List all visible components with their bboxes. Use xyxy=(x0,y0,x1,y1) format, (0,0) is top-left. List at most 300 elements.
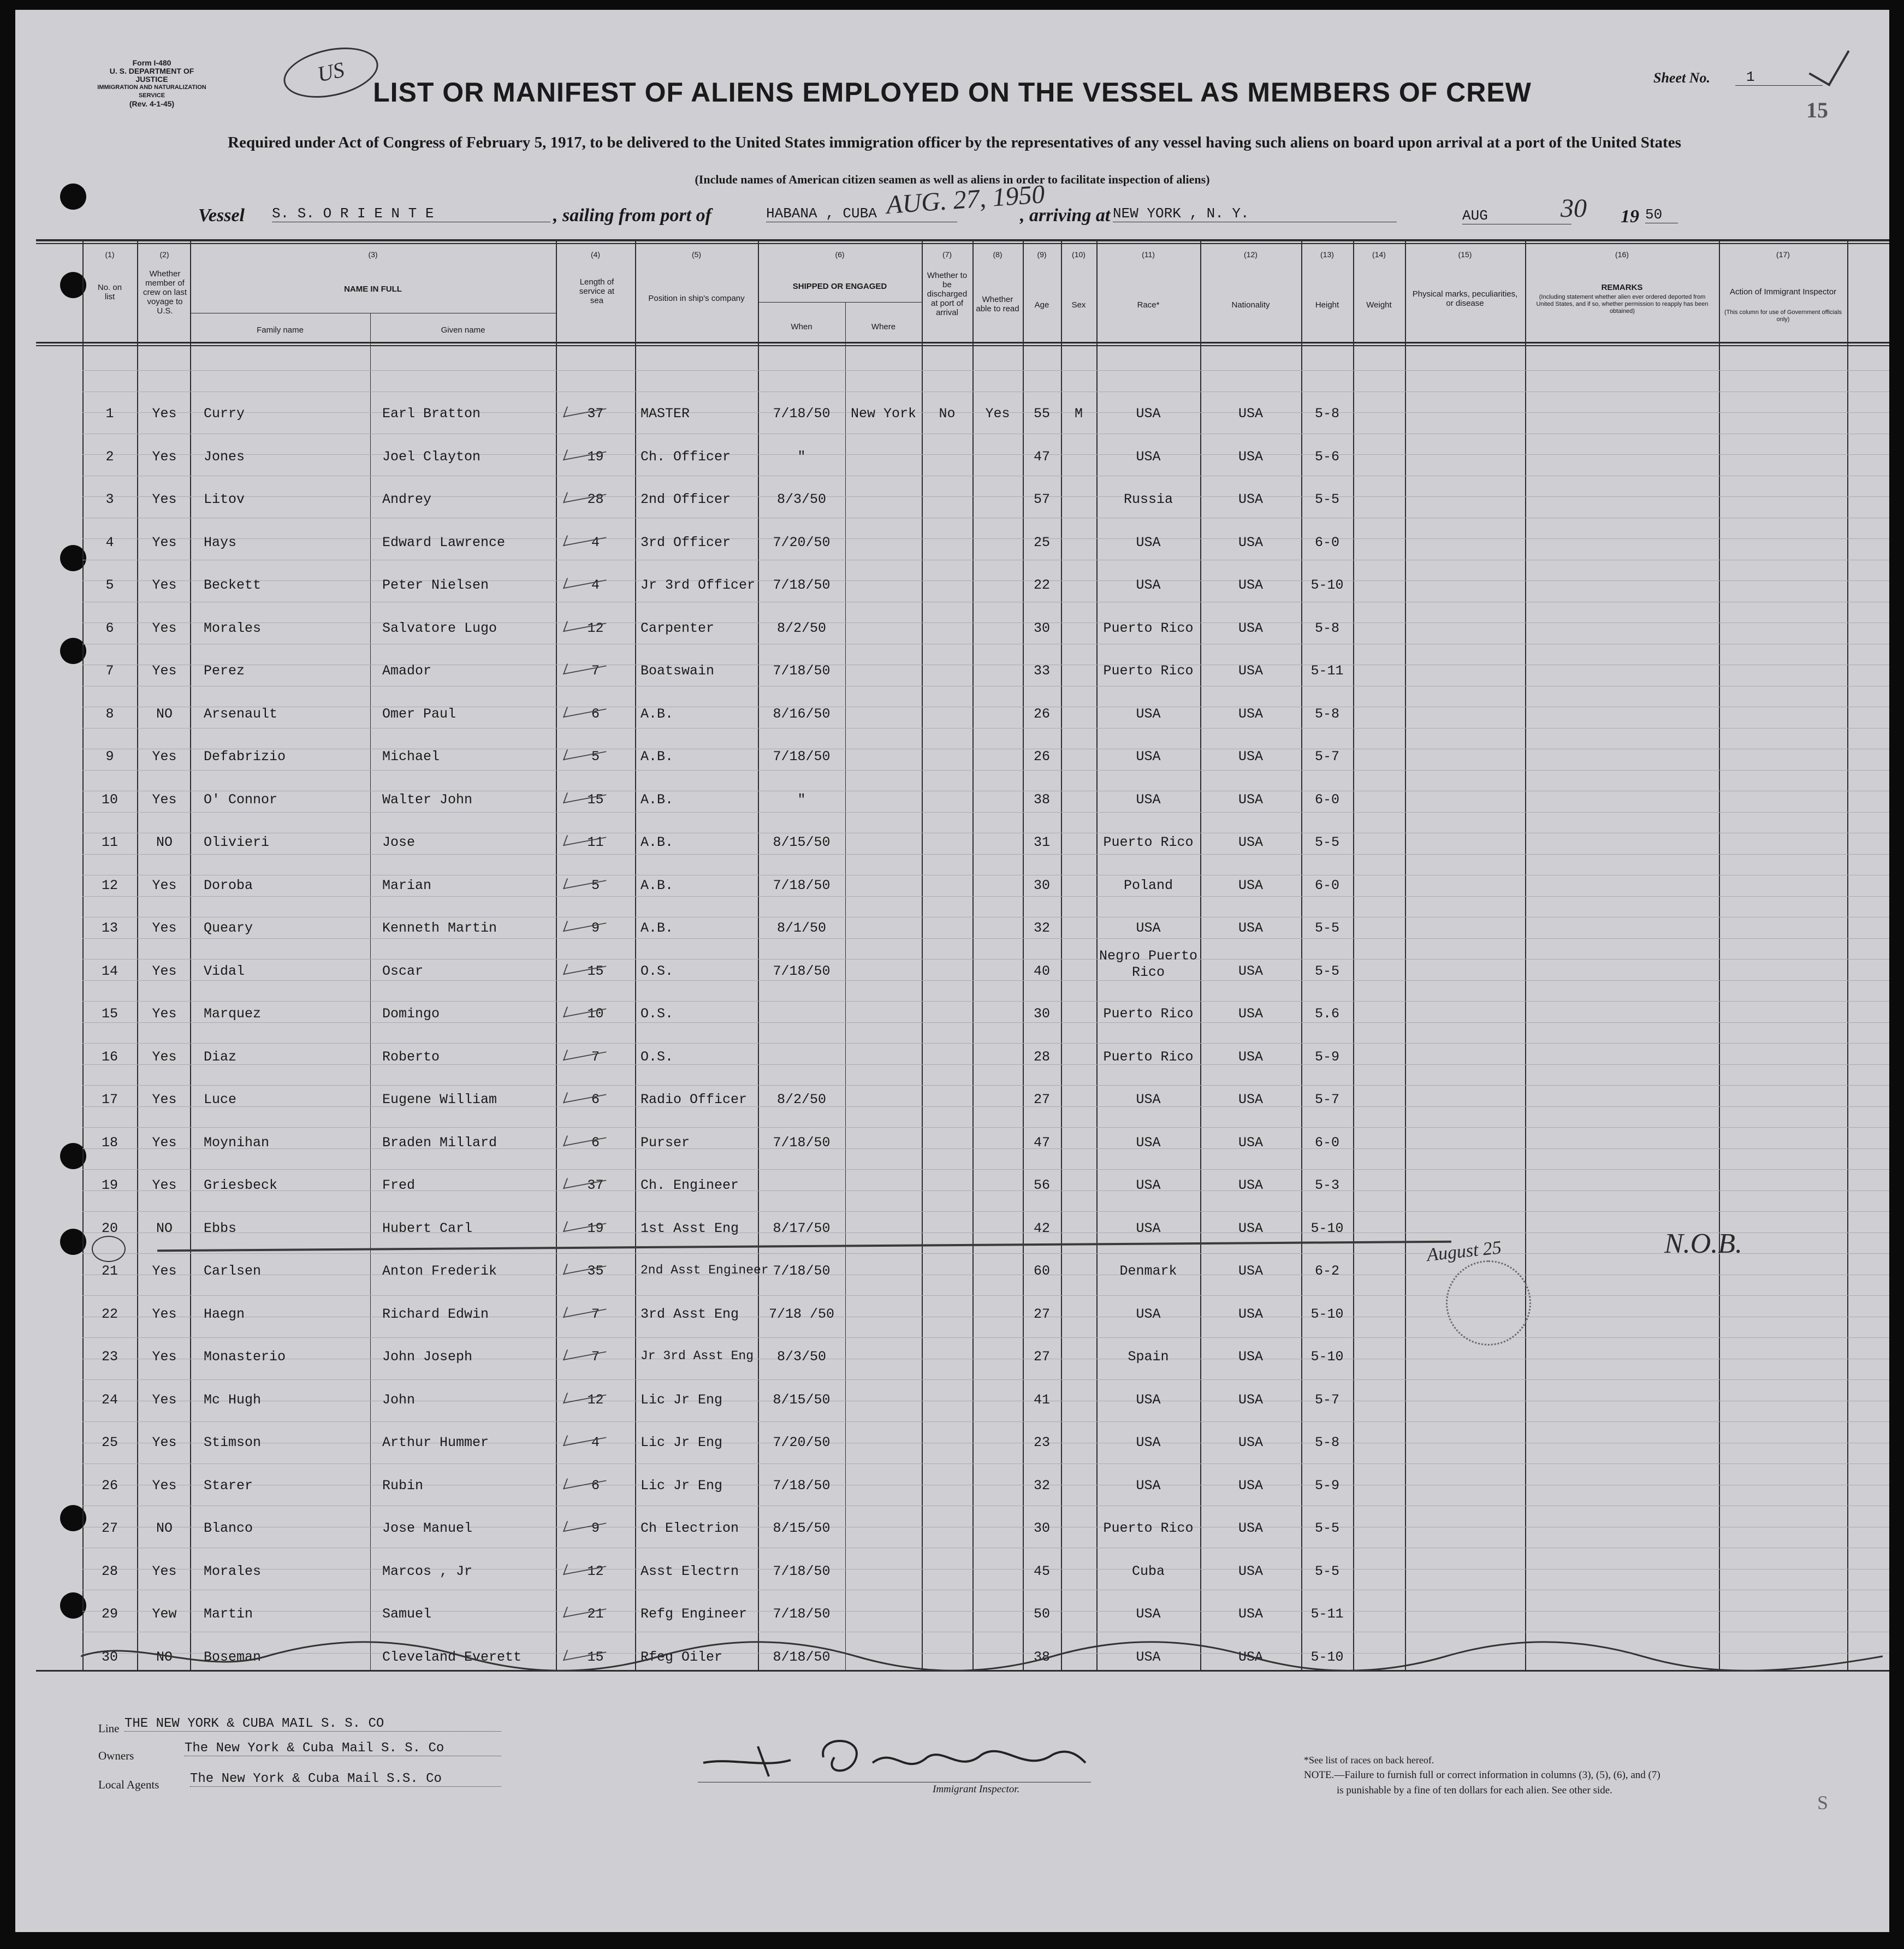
position-cell: Lic Jr Eng xyxy=(640,1392,723,1408)
shipped-when-cell: 7/18/50 xyxy=(773,406,831,422)
column-border xyxy=(1353,239,1354,1670)
family-name-cell: Marquez xyxy=(204,1006,262,1022)
family-name-cell: Morales xyxy=(204,620,262,636)
nationality-cell: USA xyxy=(1238,1006,1263,1022)
prev-voyage-cell: NO xyxy=(156,706,173,722)
row-number-cell: 13 xyxy=(101,920,118,936)
length-of-service-cell: 4 xyxy=(591,577,600,593)
race-cell: USA xyxy=(1136,406,1161,422)
local-agents-value: The New York & Cuba Mail S.S. Co xyxy=(190,1772,501,1787)
length-of-service-cell: 4 xyxy=(591,1435,600,1450)
row-number-cell: 11 xyxy=(101,834,118,850)
race-cell: USA xyxy=(1136,749,1161,765)
race-cell: Negro Puerto Rico xyxy=(1099,948,1198,980)
ruled-line xyxy=(82,1169,1889,1170)
col-header-physical-marks: Physical marks, peculiarities, or disease xyxy=(1412,289,1518,308)
given-name-cell: John xyxy=(382,1392,416,1408)
closing-wavy-line xyxy=(81,1640,1888,1673)
family-name-cell: Moynihan xyxy=(204,1135,270,1151)
local-agents-label: Local Agents xyxy=(98,1778,159,1791)
col-num-9: (9) xyxy=(1037,250,1047,259)
row-number-cell: 3 xyxy=(105,491,114,507)
sheet-number: 1 xyxy=(1735,69,1823,86)
inspector-signature xyxy=(698,1725,1091,1785)
prev-voyage-cell: Yew xyxy=(152,1606,177,1622)
sailing-date: AUG. 27, 1950 xyxy=(885,179,1046,220)
row-number-cell: 17 xyxy=(101,1092,118,1107)
nationality-cell: USA xyxy=(1238,1092,1263,1107)
shipped-when-cell: 7/18/50 xyxy=(773,878,831,893)
given-name-cell: Anton Frederik xyxy=(382,1263,497,1279)
length-of-service-cell: 7 xyxy=(591,663,600,679)
col-num-16: (16) xyxy=(1615,250,1629,259)
length-of-service-cell: 7 xyxy=(591,1306,600,1322)
shipped-when-cell: 8/18/50 xyxy=(773,1649,831,1665)
col-header-family-name: Family name xyxy=(257,325,304,335)
prev-voyage-cell: Yes xyxy=(152,1263,177,1279)
line-label: Line xyxy=(98,1722,120,1735)
position-cell: 2nd Officer xyxy=(640,491,731,507)
height-cell: 5-10 xyxy=(1310,1306,1344,1322)
column-border xyxy=(1719,239,1720,1670)
family-name-cell: Diaz xyxy=(204,1049,237,1065)
age-cell: 27 xyxy=(1033,1306,1050,1322)
shipped-when-cell: 8/1/50 xyxy=(776,920,826,936)
inspector-label: Immigrant Inspector. xyxy=(933,1784,1020,1795)
given-name-cell: Earl Bratton xyxy=(382,406,481,422)
column-border xyxy=(972,239,974,1670)
vessel-name: S. S. O R I E N T E xyxy=(272,205,550,222)
ruled-line xyxy=(82,1295,1889,1296)
shipped-when-cell: 7/20/50 xyxy=(773,1435,831,1450)
shipped-subheader-line xyxy=(758,302,922,303)
owners-label: Owners xyxy=(98,1749,134,1762)
age-cell: 55 xyxy=(1033,406,1050,422)
race-cell: Spain xyxy=(1128,1349,1169,1365)
length-of-service-cell: 10 xyxy=(587,1006,604,1022)
race-cell: Puerto Rico xyxy=(1103,1006,1194,1022)
race-cell: USA xyxy=(1136,449,1161,465)
prev-voyage-cell: Yes xyxy=(152,1392,177,1408)
length-of-service-cell: 12 xyxy=(587,1392,604,1408)
column-border xyxy=(1405,239,1406,1670)
family-name-cell: Stimson xyxy=(204,1435,262,1450)
length-of-service-cell: 19 xyxy=(587,449,604,465)
family-name-cell: Morales xyxy=(204,1563,262,1579)
document-subtitle-note: (Include names of American citizen seamen as well as aliens in order to facilitate inspection of aliens) xyxy=(695,173,1210,186)
discharged-cell: No xyxy=(939,406,956,422)
family-name-cell: Arsenault xyxy=(204,706,278,722)
race-cell: Puerto Rico xyxy=(1103,834,1194,850)
age-cell: 42 xyxy=(1033,1221,1050,1236)
row-number-cell: 19 xyxy=(101,1177,118,1193)
nationality-cell: USA xyxy=(1238,920,1263,936)
ruled-line xyxy=(82,1337,1889,1338)
position-cell: 1st Asst Eng xyxy=(640,1221,739,1236)
row-number-cell: 16 xyxy=(101,1049,118,1065)
given-name-cell: Eugene William xyxy=(382,1092,497,1107)
row-number-cell: 28 xyxy=(101,1563,118,1579)
prev-voyage-cell: Yes xyxy=(152,1435,177,1450)
document-title: LIST OR MANIFEST OF ALIENS EMPLOYED ON THE VESSEL AS MEMBERS OF CREW xyxy=(373,77,1532,108)
given-name-cell: Roberto xyxy=(382,1049,440,1065)
age-cell: 56 xyxy=(1033,1177,1050,1193)
nationality-cell: USA xyxy=(1238,663,1263,679)
row-number-cell: 26 xyxy=(101,1478,118,1494)
nationality-cell: USA xyxy=(1238,1135,1263,1151)
family-name-cell: Doroba xyxy=(204,878,253,893)
length-of-service-cell: 6 xyxy=(591,1478,600,1494)
col-header-when: When xyxy=(791,322,812,331)
height-cell: 5-5 xyxy=(1314,1520,1339,1536)
height-cell: 5-6 xyxy=(1314,449,1339,465)
arrival-month: AUG xyxy=(1462,208,1571,224)
position-cell: A.B. xyxy=(640,749,674,765)
col-header-position: Position in ship's company xyxy=(648,294,745,303)
length-of-service-cell: 21 xyxy=(587,1606,604,1622)
position-cell: Carpenter xyxy=(640,620,715,636)
position-cell: Rfeg Oiler xyxy=(640,1649,723,1665)
prev-voyage-cell: Yes xyxy=(152,1306,177,1322)
ruled-line xyxy=(82,1001,1889,1002)
height-cell: 5-9 xyxy=(1314,1049,1339,1065)
given-name-cell: Edward Lawrence xyxy=(382,535,506,550)
prev-voyage-cell: Yes xyxy=(152,491,177,507)
race-cell: USA xyxy=(1136,706,1161,722)
given-name-cell: Walter John xyxy=(382,792,473,808)
nationality-cell: USA xyxy=(1238,1306,1263,1322)
race-cell: USA xyxy=(1136,1221,1161,1236)
given-name-cell: Jose Manuel xyxy=(382,1520,473,1536)
height-cell: 5-8 xyxy=(1314,406,1339,422)
prev-voyage-cell: NO xyxy=(156,1649,173,1665)
race-cell: USA xyxy=(1136,577,1161,593)
family-name-cell: Olivieri xyxy=(204,834,270,850)
ruled-line xyxy=(82,1253,1889,1254)
position-cell: A.B. xyxy=(640,834,674,850)
age-cell: 40 xyxy=(1033,963,1050,979)
given-name-cell: Joel Clayton xyxy=(382,449,481,465)
col-header-no: No. on list xyxy=(97,283,122,301)
col-header-prev-voyage: Whether member of crew on last voyage to U.S. xyxy=(143,269,187,316)
race-cell: Puerto Rico xyxy=(1103,1520,1194,1536)
prev-voyage-cell: Yes xyxy=(152,1135,177,1151)
prev-voyage-cell: Yes xyxy=(152,1006,177,1022)
family-name-cell: Griesbeck xyxy=(204,1177,278,1193)
nationality-cell: USA xyxy=(1238,1435,1263,1450)
row-number-cell: 21 xyxy=(101,1263,118,1279)
family-name-cell: Vidal xyxy=(204,963,245,979)
page-number: 15 xyxy=(1806,98,1828,122)
family-name-cell: Beckett xyxy=(204,577,262,593)
height-cell: 5-10 xyxy=(1310,1221,1344,1236)
col-header-action: Action of Immigrant Inspector xyxy=(1729,287,1837,297)
ruled-line xyxy=(82,980,1889,981)
race-cell: USA xyxy=(1136,1435,1161,1450)
length-of-service-cell: 12 xyxy=(587,1563,604,1579)
position-cell: 3rd Asst Eng xyxy=(640,1306,739,1322)
height-cell: 5-7 xyxy=(1314,749,1339,765)
position-cell: Jr 3rd Officer xyxy=(640,577,756,593)
length-of-service-cell: 15 xyxy=(587,1649,604,1665)
prev-voyage-cell: Yes xyxy=(152,535,177,550)
age-cell: 50 xyxy=(1033,1606,1050,1622)
prev-voyage-cell: Yes xyxy=(152,1563,177,1579)
given-name-cell: Amador xyxy=(382,663,432,679)
row-number-cell: 4 xyxy=(105,535,114,550)
column-border xyxy=(922,239,923,1670)
shipped-when-cell: 7/18/50 xyxy=(773,963,831,979)
given-name-cell: Marian xyxy=(382,878,432,893)
height-cell: 5-7 xyxy=(1314,1092,1339,1107)
family-name-cell: Starer xyxy=(204,1478,253,1494)
family-name-cell: Martin xyxy=(204,1606,253,1622)
prev-voyage-cell: Yes xyxy=(152,878,177,893)
arriving-port: NEW YORK , N. Y. xyxy=(1113,205,1397,222)
given-name-cell: Domingo xyxy=(382,1006,440,1022)
header-bottom-border-inner xyxy=(36,345,1889,346)
prev-voyage-cell: Yes xyxy=(152,920,177,936)
ruled-line xyxy=(82,1085,1889,1086)
row-number-cell: 24 xyxy=(101,1392,118,1408)
position-cell: Ch. Engineer xyxy=(640,1177,739,1193)
position-cell: Purser xyxy=(640,1135,690,1151)
race-cell: Denmark xyxy=(1119,1263,1177,1279)
height-cell: 5-5 xyxy=(1314,963,1339,979)
nationality-cell: USA xyxy=(1238,535,1263,550)
age-cell: 32 xyxy=(1033,1478,1050,1494)
ruled-line xyxy=(82,854,1889,855)
height-cell: 5-8 xyxy=(1314,1435,1339,1450)
prev-voyage-cell: Yes xyxy=(152,963,177,979)
race-cell: Poland xyxy=(1123,878,1173,893)
prev-voyage-cell: Yes xyxy=(152,792,177,808)
age-cell: 30 xyxy=(1033,1006,1050,1022)
nationality-cell: USA xyxy=(1238,792,1263,808)
height-cell: 5-10 xyxy=(1310,1349,1344,1365)
height-cell: 5-3 xyxy=(1314,1177,1339,1193)
document-subtitle: Required under Act of Congress of February 5, 1917, to be delivered to the United States immigration officer by the representatives of any vessel having such aliens on board upon arrival at a port of the United States xyxy=(228,134,1681,151)
shipped-when-cell: 8/2/50 xyxy=(776,1092,826,1107)
family-name-cell: Defabrizio xyxy=(204,749,286,765)
position-cell: A.B. xyxy=(640,878,674,893)
family-name-cell: Blanco xyxy=(204,1520,253,1536)
nationality-cell: USA xyxy=(1238,1649,1263,1665)
length-of-service-cell: 5 xyxy=(591,878,600,893)
penalty-note-2: is punishable by a fine of ten dollars for each alien. See other side. xyxy=(1337,1785,1612,1796)
age-cell: 38 xyxy=(1033,792,1050,808)
height-cell: 5-10 xyxy=(1310,577,1344,593)
nationality-cell: USA xyxy=(1238,620,1263,636)
race-cell: Cuba xyxy=(1131,1563,1165,1579)
col-num-3: (3) xyxy=(368,250,378,259)
prev-voyage-cell: Yes xyxy=(152,620,177,636)
nationality-cell: USA xyxy=(1238,706,1263,722)
position-cell: 2nd Asst Engineer xyxy=(640,1263,769,1277)
shipped-when-cell: 7/18 /50 xyxy=(768,1306,835,1322)
age-cell: 25 xyxy=(1033,535,1050,550)
length-of-service-cell: 35 xyxy=(587,1263,604,1279)
row-number-cell: 15 xyxy=(101,1006,118,1022)
age-cell: 27 xyxy=(1033,1092,1050,1107)
row-number-cell: 23 xyxy=(101,1349,118,1365)
length-of-service-cell: 7 xyxy=(591,1049,600,1065)
prev-voyage-cell: Yes xyxy=(152,1349,177,1365)
ruled-line xyxy=(82,1127,1889,1128)
form-identifier: Form I-480 U. S. DEPARTMENT OF JUSTICE IMMIGRATION AND NATURALIZATION SERVICE (Rev. 4-1-45) xyxy=(97,58,206,108)
row-number-cell: 5 xyxy=(105,577,114,593)
given-name-cell: Richard Edwin xyxy=(382,1306,489,1322)
shipped-when-cell: 8/17/50 xyxy=(773,1221,831,1236)
ruled-line xyxy=(82,1211,1889,1212)
race-cell: Puerto Rico xyxy=(1103,663,1194,679)
length-of-service-cell: 12 xyxy=(587,620,604,636)
family-name-cell: Carlsen xyxy=(204,1263,262,1279)
length-of-service-cell: 9 xyxy=(591,1520,600,1536)
column-border xyxy=(635,239,636,1670)
nationality-cell: USA xyxy=(1238,749,1263,765)
prev-voyage-cell: Yes xyxy=(152,749,177,765)
ruled-line xyxy=(82,1022,1889,1023)
col-header-remarks: REMARKS xyxy=(1601,283,1643,292)
race-cell: USA xyxy=(1136,1392,1161,1408)
age-cell: 41 xyxy=(1033,1392,1050,1408)
shipped-when-cell: 7/18/50 xyxy=(773,1478,831,1494)
row-number-cell: 14 xyxy=(101,963,118,979)
length-of-service-cell: 19 xyxy=(587,1221,604,1236)
length-of-service-cell: 6 xyxy=(591,1135,600,1151)
row-number-cell: 8 xyxy=(105,706,114,722)
row-number-cell: 7 xyxy=(105,663,114,679)
vessel-label: Vessel xyxy=(198,205,245,226)
position-cell: Refg Engineer xyxy=(640,1606,748,1622)
given-name-cell: Jose xyxy=(382,834,416,850)
family-name-cell: Mc Hugh xyxy=(204,1392,262,1408)
height-cell: 5-8 xyxy=(1314,706,1339,722)
position-cell: MASTER xyxy=(640,406,690,422)
row-number-cell: 20 xyxy=(101,1221,118,1236)
row-number-cell: 2 xyxy=(105,449,114,465)
subcolumn-border xyxy=(370,313,371,1670)
nationality-cell: USA xyxy=(1238,577,1263,593)
race-cell: USA xyxy=(1136,920,1161,936)
col-num-15: (15) xyxy=(1458,250,1472,259)
corner-mark: S xyxy=(1817,1792,1829,1814)
nationality-cell: USA xyxy=(1238,1177,1263,1193)
col-header-nationality: Nationality xyxy=(1231,300,1270,310)
prev-voyage-cell: NO xyxy=(156,834,173,850)
given-name-cell: Omer Paul xyxy=(382,706,456,722)
col-header-shipped: SHIPPED OR ENGAGED xyxy=(792,282,887,291)
prev-voyage-cell: NO xyxy=(156,1520,173,1536)
ruled-line xyxy=(82,770,1889,771)
race-cell: USA xyxy=(1136,1177,1161,1193)
family-name-cell: Hays xyxy=(204,535,237,550)
race-cell: USA xyxy=(1136,1606,1161,1622)
prev-voyage-cell: Yes xyxy=(152,1049,177,1065)
family-name-cell: Queary xyxy=(204,920,253,936)
age-cell: 38 xyxy=(1033,1649,1050,1665)
header-bottom-border xyxy=(36,342,1889,343)
shipped-when-cell: 8/15/50 xyxy=(773,1392,831,1408)
row-number-cell: 25 xyxy=(101,1435,118,1450)
given-name-cell: Marcos , Jr xyxy=(382,1563,473,1579)
ruled-line xyxy=(82,938,1889,939)
col-header-read: Whether able to read xyxy=(976,295,1019,313)
col-header-service: Length of service at sea xyxy=(579,277,615,305)
nationality-cell: USA xyxy=(1238,878,1263,893)
height-cell: 5.6 xyxy=(1314,1006,1339,1022)
prev-voyage-cell: Yes xyxy=(152,577,177,593)
prev-voyage-cell: Yes xyxy=(152,1478,177,1494)
table-top-border xyxy=(36,239,1889,241)
given-name-cell: Oscar xyxy=(382,963,424,979)
position-cell: O.S. xyxy=(640,1006,674,1022)
race-cell: Puerto Rico xyxy=(1103,620,1194,636)
nationality-cell: USA xyxy=(1238,1263,1263,1279)
shipped-when-cell: 8/15/50 xyxy=(773,1520,831,1536)
position-cell: 3rd Officer xyxy=(640,535,731,550)
height-cell: 6-0 xyxy=(1314,792,1339,808)
inspection-stamp xyxy=(1446,1260,1531,1346)
shipped-when-cell: 7/18/50 xyxy=(773,577,831,593)
races-note: *See list of races on back hereof. xyxy=(1304,1755,1434,1766)
length-of-service-cell: 7 xyxy=(591,1349,600,1365)
manifest-sheet xyxy=(15,10,1889,1932)
col-num-14: (14) xyxy=(1372,250,1386,259)
nationality-cell: USA xyxy=(1238,1392,1263,1408)
col-header-where: Where xyxy=(871,322,896,331)
age-cell: 47 xyxy=(1033,1135,1050,1151)
col-header-height: Height xyxy=(1315,300,1339,310)
length-of-service-cell: 9 xyxy=(591,920,600,936)
col-num-6: (6) xyxy=(835,250,845,259)
given-name-cell: Cleveland Everett xyxy=(382,1649,522,1665)
col-header-given-name: Given name xyxy=(441,325,485,335)
ruled-line xyxy=(82,1379,1889,1380)
family-name-cell: Litov xyxy=(204,491,245,507)
col-num-12: (12) xyxy=(1244,250,1258,259)
shipped-when-cell: 7/18/50 xyxy=(773,1263,831,1279)
nationality-cell: USA xyxy=(1238,406,1263,422)
length-of-service-cell: 4 xyxy=(591,535,600,550)
column-border xyxy=(1061,239,1062,1670)
position-cell: Lic Jr Eng xyxy=(640,1478,723,1494)
age-cell: 28 xyxy=(1033,1049,1050,1065)
height-cell: 6-2 xyxy=(1314,1263,1339,1279)
race-cell: Puerto Rico xyxy=(1103,1049,1194,1065)
height-cell: 5-5 xyxy=(1314,834,1339,850)
col-num-7: (7) xyxy=(942,250,952,259)
col-num-17: (17) xyxy=(1776,250,1790,259)
given-name-cell: Rubin xyxy=(382,1478,424,1494)
family-name-cell: Jones xyxy=(204,449,245,465)
height-cell: 5-9 xyxy=(1314,1478,1339,1494)
position-cell: Boatswain xyxy=(640,663,715,679)
shipped-when-cell: " xyxy=(797,449,806,465)
col-num-8: (8) xyxy=(993,250,1003,259)
length-of-service-cell: 6 xyxy=(591,1092,600,1107)
ruled-line xyxy=(82,1043,1889,1044)
row-number-cell: 27 xyxy=(101,1520,118,1536)
able-to-read-cell: Yes xyxy=(985,406,1010,422)
col-num-2: (2) xyxy=(159,250,169,259)
position-cell: O.S. xyxy=(640,963,674,979)
line-value: THE NEW YORK & CUBA MAIL S. S. CO xyxy=(124,1716,501,1732)
position-cell: Radio Officer xyxy=(640,1092,748,1107)
length-of-service-cell: 11 xyxy=(587,834,604,850)
age-cell: 22 xyxy=(1033,577,1050,593)
